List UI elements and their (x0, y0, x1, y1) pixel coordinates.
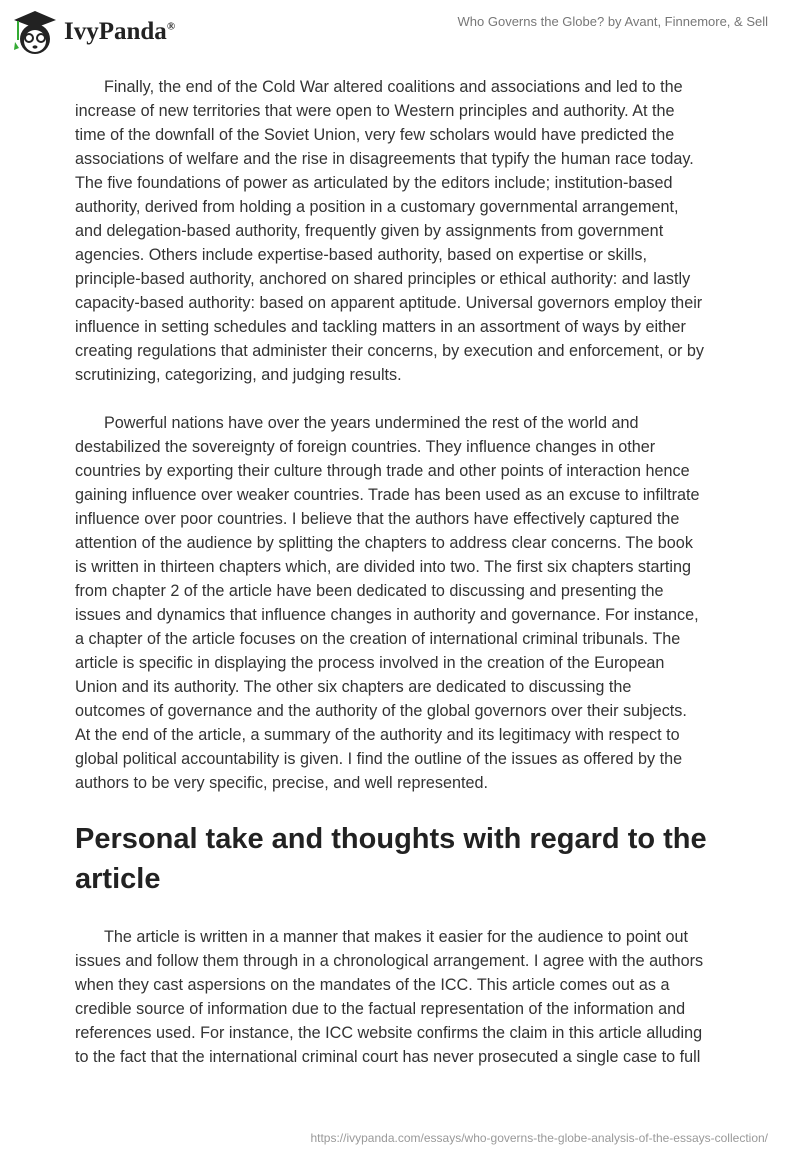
heading-line: Personal take and thoughts with regard to the (75, 823, 707, 855)
text-line: scrutinizing, categorizing, and judging results. (75, 366, 402, 384)
text-line: issues and dynamics that influence changes in authority and governance. For instance, (75, 606, 699, 624)
text-line: creating regulations that administer their concerns, by execution and enforcement, or by (75, 342, 704, 360)
text-line: outcomes of governance and the authority of the global governors over their subjects. (75, 702, 687, 720)
essay-body (75, 75, 735, 1093)
text-line: The article is written in a manner that makes it easier for the audience to point out (104, 928, 688, 946)
text-line: and delegation-based authority, frequently given by assignments from government (75, 222, 664, 240)
text-line: destabilized the sovereignty of foreign countries. They influence changes in other (75, 438, 656, 456)
text-line: increase of new territories that were open to Western principles and authority. At the (75, 102, 675, 120)
text-line: At the end of the article, a summary of the authority and its legitimacy with respect to (75, 726, 680, 744)
text-line: agencies. Others include expertise-based authority, based on expertise or skills, (75, 246, 647, 264)
text-line: Union and its authority. The other six chapters are dedicated to discussing the (75, 678, 632, 696)
text-line: countries by exporting their culture through trade and other points of interaction hence (75, 462, 690, 480)
paragraph (75, 75, 735, 387)
ivypanda-logo[interactable] (12, 8, 175, 56)
registered-mark: ® (166, 20, 176, 33)
text-line: references used. For instance, the ICC website confirms the claim in this article alluding (75, 1024, 703, 1042)
document-title: Who Governs the Globe? by Avant, Finnemore, & Sell (457, 14, 768, 29)
text-line: time of the downfall of the Soviet Union, very few scholars would have predicted the (75, 126, 675, 144)
text-line: credible source of information due to the factual representation of the information and (75, 1000, 686, 1018)
text-line: capacity-based authority: based on apparent aptitude. Universal governors employ their (75, 294, 703, 312)
panda-logo-icon (12, 8, 58, 56)
text-line: global political accountability is given. I find the outline of the issues as offered by the (75, 750, 683, 768)
text-line: attention of the audience by splitting the chapters to address clear concerns. The book (75, 534, 693, 552)
text-line: influence in setting schedules and tackling matters in an assortment of ways by either (75, 318, 686, 336)
text-line: influence over poor countries. I believe that the authors have effectively captured the (75, 510, 680, 528)
text-line: is written in thirteen chapters which, are divided into two. The first six chapters starting (75, 558, 692, 576)
text-line: Powerful nations have over the years undermined the rest of the world and (104, 414, 639, 432)
text-line: from chapter 2 of the article have been dedicated to discussing and presenting the (75, 582, 664, 600)
text-line: authors to be very specific, precise, and well represented. (75, 774, 488, 792)
text-line: gaining influence over weaker countries. Trade has been used as an excuse to infiltrate (75, 486, 700, 504)
source-url[interactable]: https://ivypanda.com/essays/who-governs-the-globe-analysis-of-the-essays-collection/ (310, 1131, 768, 1145)
paragraph (75, 411, 735, 795)
text-line: associations of welfare and the rise in disagreements that typify the human race today. (75, 150, 694, 168)
text-line: authority, derived from holding a position in a customary governmental arrangement, (75, 198, 679, 216)
section-heading (75, 819, 735, 899)
paragraph-group-2 (75, 925, 735, 1069)
text-line: a chapter of the article focuses on the creation of international criminal tribunals. The (75, 630, 681, 648)
brand-name: IvyPanda (64, 18, 167, 45)
text-line: article is specific in displaying the process involved in the creation of the European (75, 654, 665, 672)
paragraph-group-1 (75, 75, 735, 795)
text-line: when they cast aspersions on the mandates of the ICC. This article comes out as a (75, 976, 670, 994)
text-line: issues and follow them through in a chronological arrangement. I agree with the authors (75, 952, 704, 970)
paragraph (75, 925, 735, 1069)
text-line: Finally, the end of the Cold War altered coalitions and associations and led to the (104, 78, 683, 96)
text-line: principle-based authority, anchored on shared principles or ethical authority: and lastly (75, 270, 691, 288)
text-line: The five foundations of power as articulated by the editors include; institution-based (75, 174, 673, 192)
heading-line: article (75, 863, 161, 895)
text-line: to the fact that the international criminal court has never prosecuted a single case to full (75, 1048, 701, 1066)
